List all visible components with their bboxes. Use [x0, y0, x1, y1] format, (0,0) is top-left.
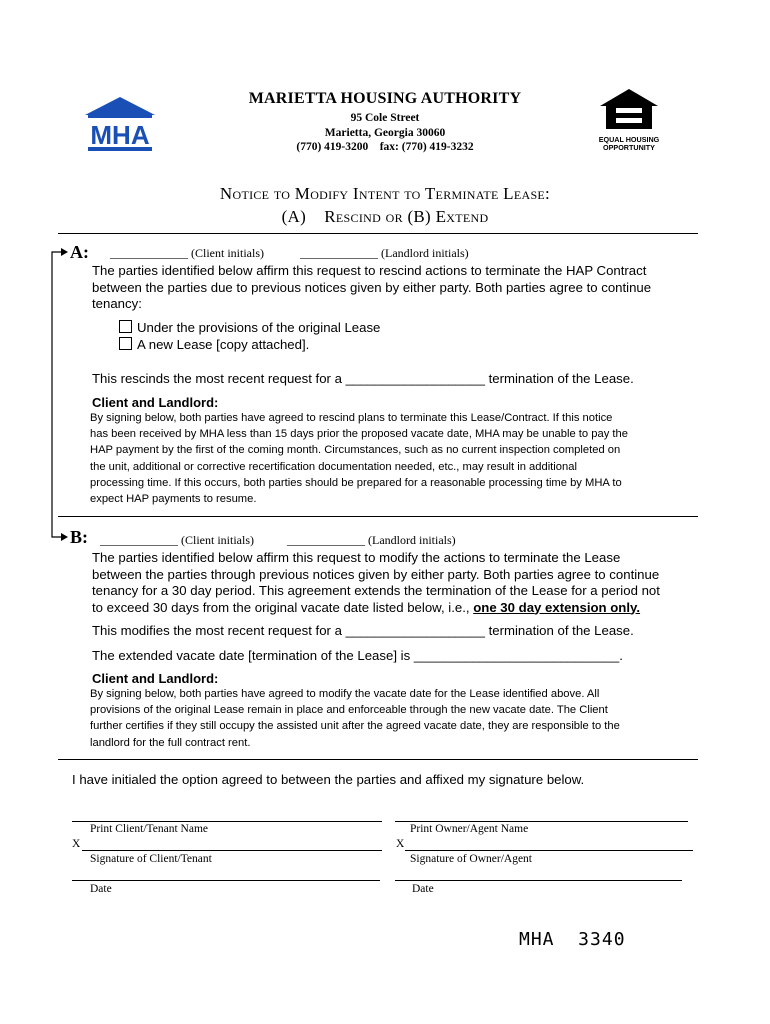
section-a-rescinds-line[interactable]: This rescinds the most recent request for a ___________________ termination of the Lease. — [92, 371, 634, 386]
section-a-client-landlord-heading: Client and Landlord: — [92, 395, 219, 410]
city-address: Marietta, Georgia 30060 — [324, 127, 446, 139]
client-signature-x: X — [72, 838, 81, 850]
print-owner-name-line[interactable] — [395, 821, 688, 822]
title-extend: Extend — [435, 207, 489, 226]
client-signature-line[interactable] — [82, 850, 382, 851]
title-rescind: Rescind or — [324, 207, 403, 226]
signature-divider — [58, 759, 698, 760]
section-b-modifies-line[interactable]: This modifies the most recent request for a ___________________ termination of the Lease. — [92, 623, 634, 638]
eho-label-1: EQUAL HOUSING — [598, 135, 660, 144]
client-signature-label: Signature of Client/Tenant — [90, 853, 212, 865]
print-owner-name-label: Print Owner/Agent Name — [410, 823, 529, 835]
notice-title-line-1: Notice to Modify Intent to Terminate Lease: — [219, 184, 551, 203]
section-a-landlord-initials[interactable]: _____________ (Landlord initials) — [300, 246, 469, 260]
section-divider — [58, 516, 698, 517]
print-client-name-line[interactable] — [72, 821, 382, 822]
owner-signature-label: Signature of Owner/Agent — [410, 853, 532, 865]
street-address: 95 Cole Street — [350, 112, 420, 124]
section-b-extended-date-line[interactable]: The extended vacate date [termination of the Lease] is ____________________________. — [92, 648, 623, 663]
section-b-letter: B: — [70, 527, 88, 547]
section-a-client-initials[interactable]: _____________ (Client initials) — [110, 246, 264, 260]
owner-date-line[interactable] — [395, 880, 682, 881]
section-b-landlord-initials[interactable]: _____________ (Landlord initials) — [287, 533, 456, 547]
title-option-b: (B) — [407, 207, 432, 226]
section-b-intro: The parties identified below affirm this request to modify the actions to terminate the Lease between the parties through previous notices given by either party. Both parties agree to continue tenancy for a 30 day period. This agreement extends the termination of the Lease for a period not to exceed 30 days from the original vacate date listed below, i.e., one 30 day extension only. — [92, 550, 660, 615]
section-b-client-landlord-text: By signing below, both parties have agreed to modify the vacate date for the Lease identified above. All provisions of the original Lease remain in place and enforceable through the new vacate date. The Client further certifies if they still occupy the assisted unit after the agreed vacate date, they are responsible to the landlord for the full contract rent. — [90, 688, 620, 749]
section-b-client-initials[interactable]: _____________ (Client initials) — [100, 533, 254, 547]
client-date-label: Date — [90, 883, 112, 895]
owner-date-label: Date — [412, 883, 434, 895]
owner-signature-line[interactable] — [405, 850, 693, 851]
section-a-option-2[interactable]: A new Lease [copy attached]. — [119, 337, 309, 354]
section-a-client-landlord-text: By signing below, both parties have agreed to rescind plans to terminate this Lease/Contract. If this notice has been received by MHA less than 15 days prior the proposed vacate date, MHA may be unable to pay the HAP payment by the first of the coming month. Circumstances, such as no current inspection completed on the unit, additional or corrective recertification documentation needed, etc., may result in additional processing time. If this occurs, both parties should be prepared for a reasonable processing time by MHA to expect HAP payments to resume. — [90, 412, 628, 506]
title-option-a: (A) — [281, 207, 307, 226]
new-lease-checkbox[interactable] — [119, 337, 132, 350]
section-a-intro: The parties identified below affirm this request to rescind actions to terminate the HAP Contract between the parties due to previous notices given by either party. Both parties agree to continue tenancy: — [92, 263, 652, 311]
original-lease-checkbox[interactable] — [119, 320, 132, 333]
org-name: MARIETTA HOUSING AUTHORITY — [248, 90, 522, 107]
client-date-line[interactable] — [72, 880, 380, 881]
arrow-right-icon — [61, 533, 68, 541]
form-number: MHA 3340 — [519, 929, 626, 950]
signature-statement: I have initialed the option agreed to between the parties and affixed my signature below. — [72, 772, 585, 787]
section-a-letter: A: — [70, 242, 89, 262]
print-client-name-label: Print Client/Tenant Name — [90, 823, 209, 835]
owner-signature-x: X — [396, 838, 405, 850]
extension-emphasis: one 30 day extension only. — [473, 599, 641, 615]
arrow-right-icon — [61, 248, 68, 256]
section-a-option-1[interactable]: Under the provisions of the original Lease — [119, 320, 380, 337]
phone-fax: (770) 419-3200 fax: (770) 419-3232 — [296, 141, 474, 153]
section-b-client-landlord-heading: Client and Landlord: — [92, 671, 219, 686]
eho-label-2: OPPORTUNITY — [603, 143, 655, 152]
mha-logo-text: MHA — [90, 120, 150, 150]
